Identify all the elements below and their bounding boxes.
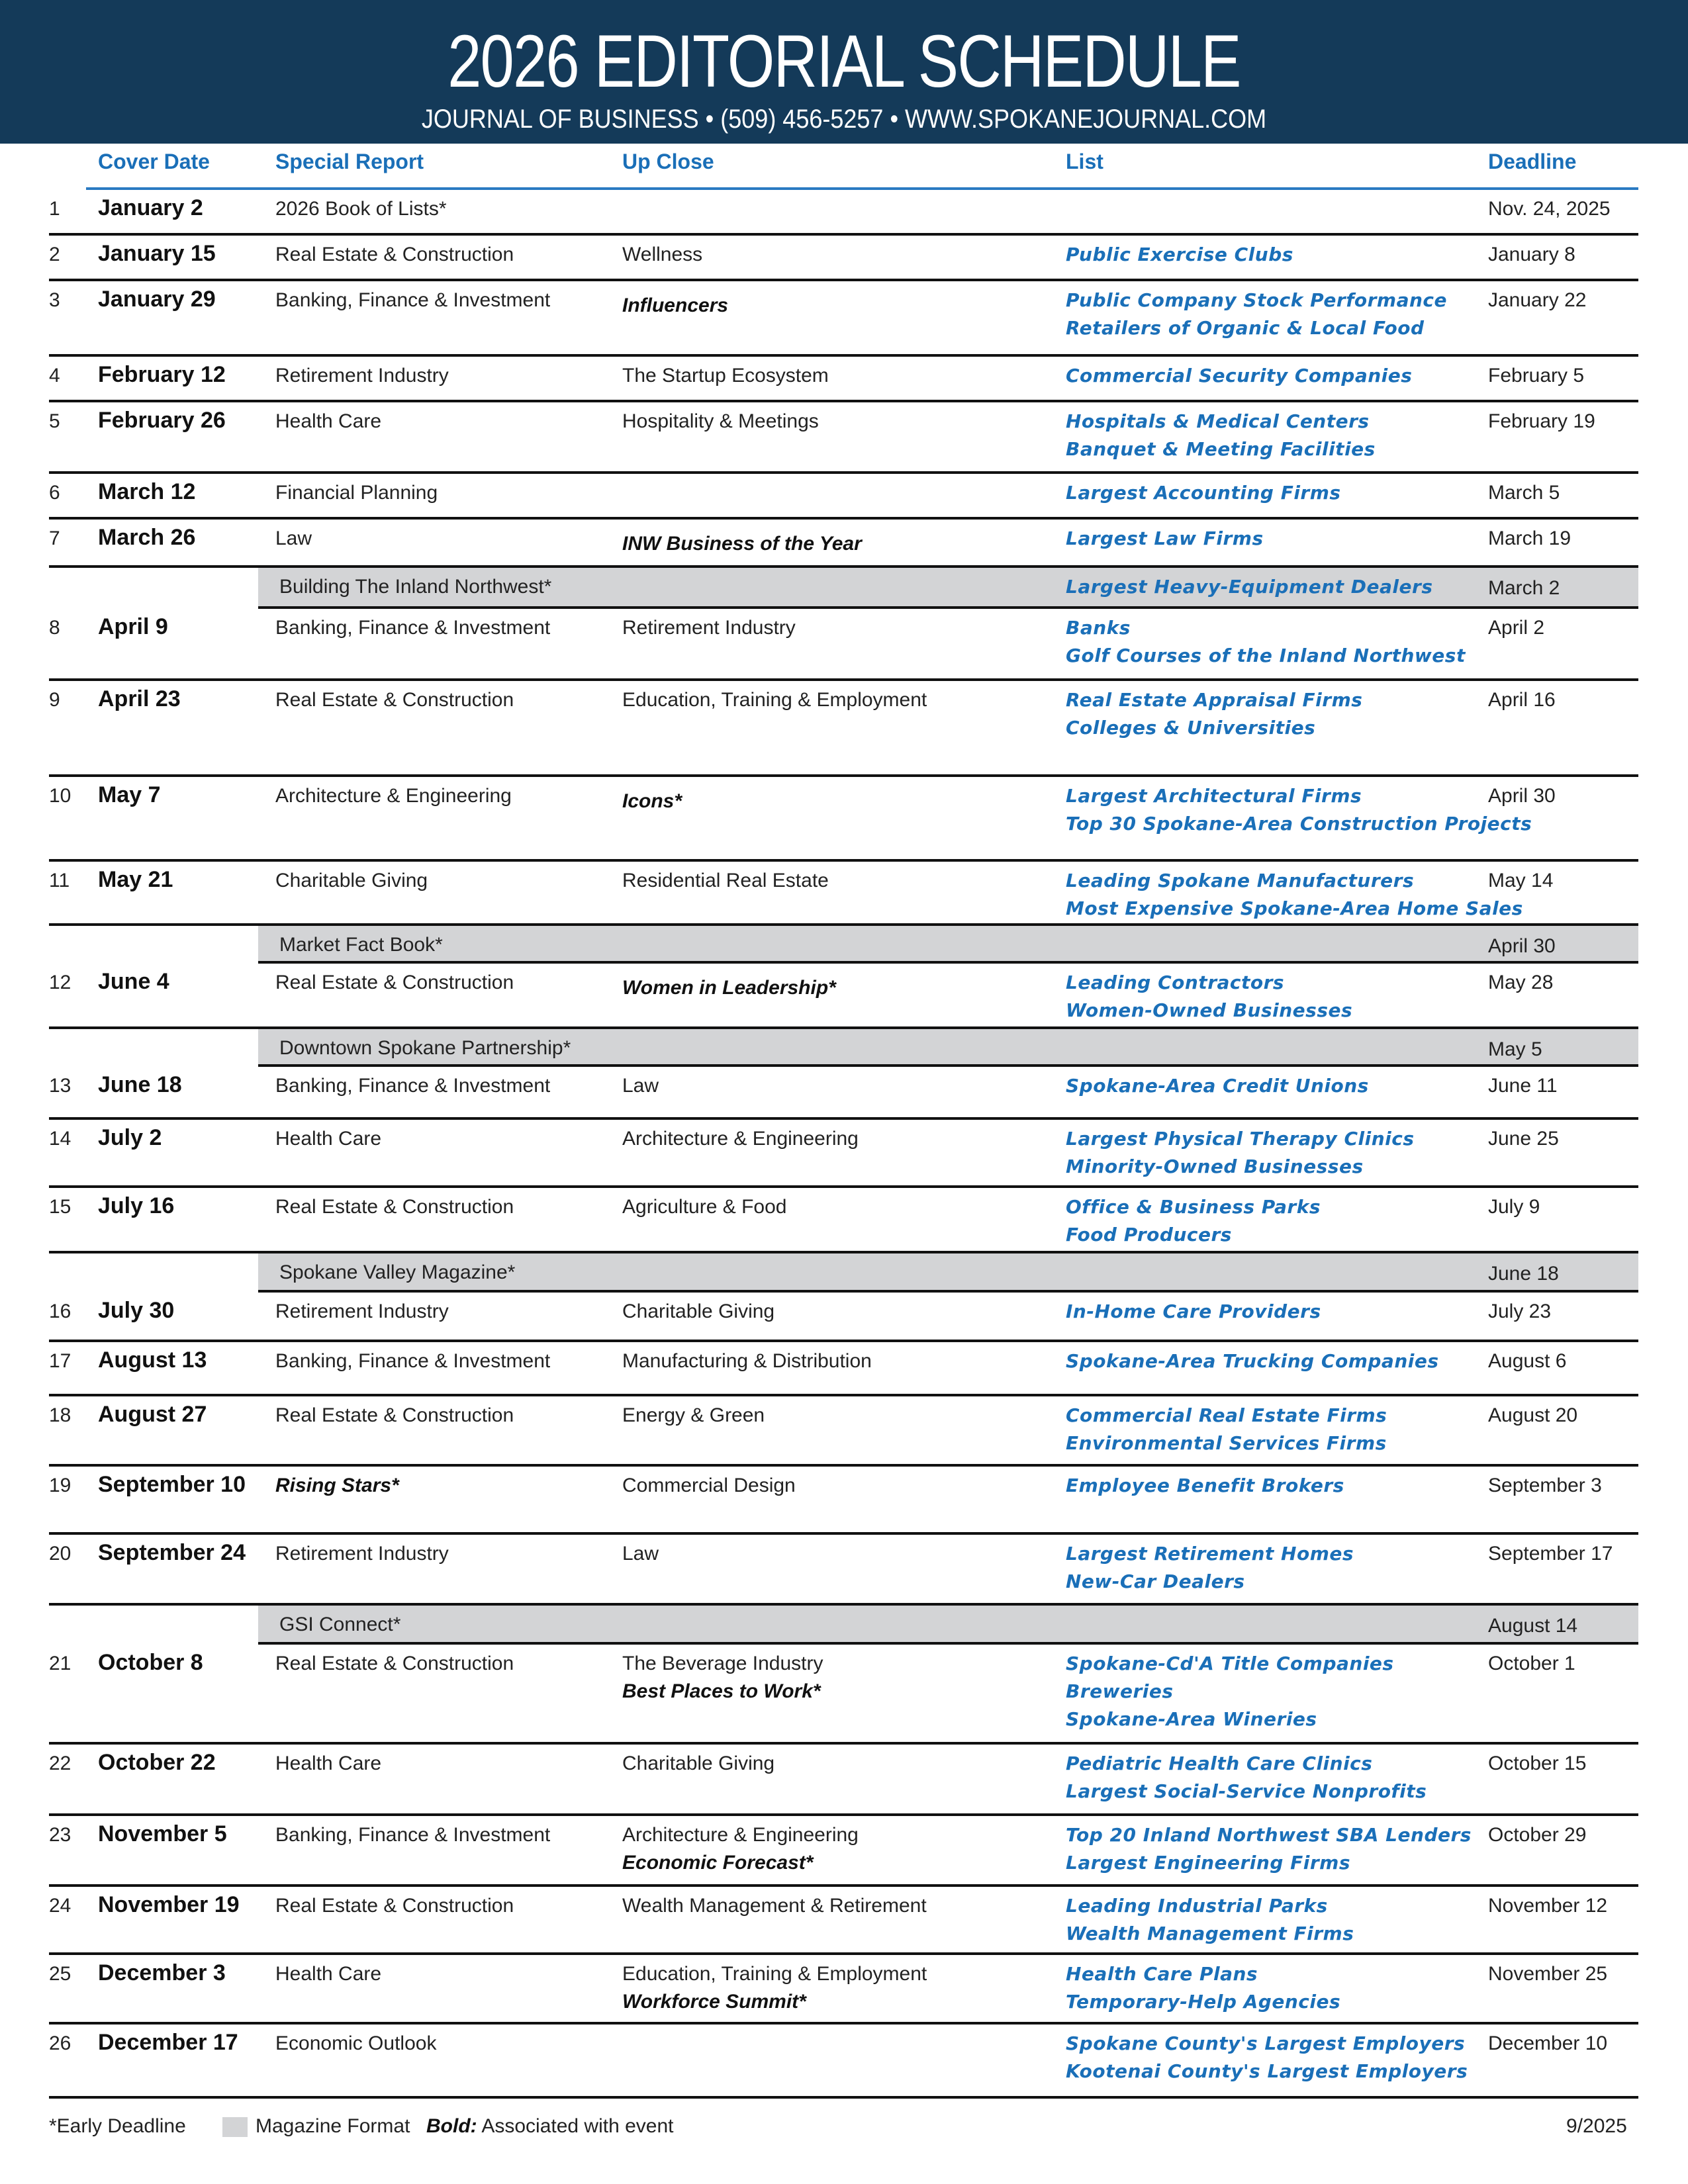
list-item: Leading Contractors: [1066, 972, 1285, 993]
list-item: Spokane-Area Wineries: [1066, 1708, 1317, 1730]
magazine-deadline: March 2: [1488, 577, 1560, 599]
column-header-list: List: [1066, 150, 1103, 173]
table-row: [49, 190, 1638, 236]
special-report: Real Estate & Construction: [275, 244, 514, 265]
table-row: [49, 862, 1638, 926]
up-close: [622, 1540, 659, 1568]
cover-date: February 12: [98, 362, 226, 387]
magazine-title: Market Fact Book*: [279, 934, 443, 956]
table-row: [49, 777, 1638, 862]
row-number: 7: [49, 527, 60, 549]
special-report: Real Estate & Construction: [275, 972, 514, 993]
deadline: July 9: [1488, 1196, 1540, 1218]
row-number: 12: [49, 972, 71, 993]
up-close-item: Charitable Giving: [622, 1300, 775, 1322]
list-column: [1066, 525, 1264, 553]
cover-date: January 15: [98, 241, 216, 266]
list-item: Largest Heavy-Equipment Dealers: [1066, 576, 1433, 598]
special-report: Real Estate & Construction: [275, 1196, 514, 1218]
table-row: [49, 281, 1638, 357]
deadline: September 17: [1488, 1543, 1613, 1565]
list-item: Colleges & Universities: [1066, 717, 1316, 739]
deadline: April 2: [1488, 617, 1545, 639]
cover-date: July 2: [98, 1125, 162, 1150]
up-close-item: Wealth Management & Retirement: [622, 1895, 927, 1917]
table-row: [49, 964, 1638, 1029]
magazine-row: [258, 568, 1638, 609]
list-item: Banks: [1066, 617, 1131, 639]
table-row: [49, 1887, 1638, 1955]
special-report: Economic Outlook: [275, 2032, 437, 2054]
deadline: May 28: [1488, 972, 1554, 993]
up-close: [622, 1821, 859, 1877]
deadline: Nov. 24, 2025: [1488, 198, 1611, 220]
cover-date: September 24: [98, 1540, 246, 1565]
header-banner: [0, 0, 1688, 144]
list-column: [1066, 1540, 1354, 1596]
deadline: September 3: [1488, 1475, 1602, 1496]
row-number: 5: [49, 410, 60, 432]
up-close: [622, 614, 796, 642]
up-close-item: Best Places to Work*: [622, 1680, 821, 1702]
deadline: April 16: [1488, 689, 1556, 711]
up-close-item: Education, Training & Employment: [622, 1963, 927, 1985]
list-item: Largest Accounting Firms: [1066, 482, 1341, 504]
deadline: August 20: [1488, 1404, 1578, 1426]
cover-date: July 30: [98, 1298, 175, 1323]
legend-bold-label: Bold:: [426, 2115, 477, 2137]
row-number: 22: [49, 1752, 71, 1774]
list-item: Real Estate Appraisal Firms: [1066, 689, 1363, 711]
special-report: Retirement Industry: [275, 1300, 449, 1322]
row-number: 21: [49, 1653, 71, 1674]
special-report: Retirement Industry: [275, 365, 449, 387]
magazine-title: Building The Inland Northwest*: [279, 576, 552, 598]
table-row: [49, 2025, 1638, 2099]
row-number: 20: [49, 1543, 71, 1565]
special-report: Real Estate & Construction: [275, 1895, 514, 1917]
cover-date: August 27: [98, 1402, 207, 1427]
cover-date: December 17: [98, 2030, 238, 2055]
special-report: Real Estate & Construction: [275, 1653, 514, 1674]
up-close: [622, 1650, 823, 1706]
column-header-cover-date: Cover Date: [98, 150, 210, 173]
row-number: 25: [49, 1963, 71, 1985]
list-item: Top 30 Spokane-Area Construction Projects: [1066, 813, 1532, 835]
cover-date: November 19: [98, 1892, 240, 1917]
list-item: Office & Business Parks: [1066, 1196, 1321, 1218]
magazine-deadline: April 30: [1488, 935, 1556, 957]
deadline: February 5: [1488, 365, 1585, 387]
deadline: December 10: [1488, 2032, 1608, 2054]
deadline: June 25: [1488, 1128, 1559, 1150]
up-close-item: Residential Real Estate: [622, 870, 829, 891]
up-close: [622, 1125, 859, 1153]
table-row: [49, 1745, 1638, 1816]
up-close: [622, 867, 829, 895]
row-number: 6: [49, 482, 60, 504]
up-close: [622, 1402, 765, 1430]
list-item: Minority-Owned Businesses: [1066, 1156, 1364, 1177]
deadline: October 1: [1488, 1653, 1575, 1674]
list-item: New-Car Dealers: [1066, 1570, 1245, 1592]
special-report: Health Care: [275, 410, 382, 432]
list-column: [1066, 867, 1523, 923]
legend-bold: [426, 2115, 673, 2138]
up-close-item: Agriculture & Food: [622, 1196, 787, 1218]
special-report: Retirement Industry: [275, 1543, 449, 1565]
cover-date: April 9: [98, 614, 168, 639]
list-column: [1066, 969, 1352, 1024]
cover-date: August 13: [98, 1347, 207, 1373]
deadline: February 19: [1488, 410, 1595, 432]
up-close-item: Law: [622, 1543, 659, 1565]
deadline: March 19: [1488, 527, 1571, 549]
list-column: [1066, 1960, 1340, 2016]
up-close: [622, 1750, 774, 1778]
table-row: [49, 681, 1638, 777]
cover-date: November 5: [98, 1821, 227, 1846]
cover-date: April 23: [98, 686, 181, 711]
up-close-item: Icons*: [622, 790, 682, 812]
row-number: 8: [49, 617, 60, 639]
table-row: [49, 1535, 1638, 1606]
deadline: November 12: [1488, 1895, 1608, 1917]
list-item: Public Exercise Clubs: [1066, 244, 1293, 265]
row-number: 24: [49, 1895, 71, 1917]
table-row: [49, 609, 1638, 681]
list-item: Top 20 Inland Northwest SBA Lenders: [1066, 1824, 1472, 1846]
table-row: [49, 1188, 1638, 1253]
up-close-item: Architecture & Engineering: [622, 1824, 859, 1846]
magazine-title: Downtown Spokane Partnership*: [279, 1037, 571, 1059]
cover-date: September 10: [98, 1472, 246, 1497]
table-row: [49, 474, 1638, 520]
cover-date: October 8: [98, 1650, 203, 1675]
special-report: Banking, Finance & Investment: [275, 1075, 551, 1097]
up-close: [622, 1960, 927, 2016]
list-column: [1066, 1472, 1344, 1500]
special-report: Banking, Finance & Investment: [275, 617, 551, 639]
cover-date: October 22: [98, 1750, 216, 1775]
list-item: Kootenai County's Largest Employers: [1066, 2060, 1468, 2082]
row-number: 13: [49, 1075, 71, 1097]
list-column: [1066, 1298, 1321, 1326]
cover-date: June 18: [98, 1072, 182, 1097]
up-close-item: Women in Leadership*: [622, 977, 836, 999]
up-close: [622, 686, 927, 714]
page-subtitle: JOURNAL OF BUSINESS • (509) 456-5257 • WWW.SPOKANEJOURNAL.COM: [421, 105, 1267, 134]
list-item: Women-Owned Businesses: [1066, 999, 1353, 1021]
up-close: [622, 287, 728, 320]
page-title: 2026 EDITORIAL SCHEDULE: [447, 20, 1241, 103]
list-item: Banquet & Meeting Facilities: [1066, 438, 1376, 460]
row-number: 10: [49, 785, 71, 807]
magazine-row: [258, 1253, 1638, 1293]
list-column: [1066, 1193, 1321, 1249]
up-close: [622, 1193, 786, 1221]
magazine-deadline: August 14: [1488, 1615, 1578, 1637]
up-close: [622, 241, 702, 269]
up-close: [622, 1472, 796, 1500]
list-column: [1066, 362, 1412, 390]
up-close-item: Influencers: [622, 295, 729, 316]
list-item: Spokane-Area Credit Unions: [1066, 1075, 1369, 1097]
deadline: January 22: [1488, 289, 1587, 311]
special-report: Banking, Finance & Investment: [275, 1350, 551, 1372]
special-report: Real Estate & Construction: [275, 689, 514, 711]
deadline: July 23: [1488, 1300, 1552, 1322]
list-column: [1066, 1892, 1354, 1948]
list-item: Leading Spokane Manufacturers: [1066, 870, 1415, 891]
deadline: March 5: [1488, 482, 1560, 504]
cover-date: January 2: [98, 195, 203, 220]
list-item: Commercial Security Companies: [1066, 365, 1413, 387]
row-number: 11: [49, 870, 70, 891]
cover-date: June 4: [98, 969, 169, 994]
cover-date: December 3: [98, 1960, 226, 1985]
list-item: Environmental Services Firms: [1066, 1432, 1387, 1454]
list-column: [1066, 479, 1341, 507]
special-report: Charitable Giving: [275, 870, 428, 891]
list-column: [1066, 1072, 1369, 1100]
special-report: Health Care: [275, 1752, 382, 1774]
list-item: Hospitals & Medical Centers: [1066, 410, 1370, 432]
row-number: 19: [49, 1475, 71, 1496]
row-number: 17: [49, 1350, 71, 1372]
special-report: Health Care: [275, 1128, 382, 1150]
up-close-item: Commercial Design: [622, 1475, 796, 1496]
up-close-item: Hospitality & Meetings: [622, 410, 819, 432]
table-row: [49, 1955, 1638, 2025]
up-close: [622, 782, 682, 815]
up-close-item: INW Business of the Year: [622, 533, 862, 555]
list-item: Spokane County's Largest Employers: [1066, 2032, 1466, 2054]
version-date: 9/2025: [1566, 2115, 1627, 2137]
up-close: [622, 408, 819, 435]
table-row: [49, 1293, 1638, 1342]
list-column: [1066, 2030, 1468, 2085]
list-column: [1066, 1821, 1472, 1877]
special-report: Banking, Finance & Investment: [275, 1824, 551, 1846]
magazine-title: GSI Connect*: [279, 1614, 401, 1635]
column-header-deadline: Deadline: [1488, 150, 1577, 173]
list-item: Retailers of Organic & Local Food: [1066, 317, 1425, 339]
table-row: [49, 402, 1638, 474]
magazine-row: [258, 1029, 1638, 1067]
list-column: [1066, 1650, 1394, 1733]
row-number: 9: [49, 689, 60, 711]
cover-date: May 7: [98, 782, 161, 807]
list-item: Golf Courses of the Inland Northwest: [1066, 645, 1466, 666]
up-close-item: Education, Training & Employment: [622, 689, 927, 711]
up-close-item: Energy & Green: [622, 1404, 765, 1426]
deadline: October 29: [1488, 1824, 1587, 1846]
list-item: Temporary-Help Agencies: [1066, 1991, 1341, 2013]
list-item: Breweries: [1066, 1680, 1174, 1702]
special-report: Architecture & Engineering: [275, 785, 512, 807]
list-item: Largest Social-Service Nonprofits: [1066, 1780, 1427, 1802]
list-column: [1066, 1750, 1427, 1805]
list-item: Commercial Real Estate Firms: [1066, 1404, 1387, 1426]
list-item: Health Care Plans: [1066, 1963, 1258, 1985]
up-close-item: Wellness: [622, 244, 703, 265]
special-report: Financial Planning: [275, 482, 438, 504]
list-column: [1066, 686, 1362, 742]
up-close-item: Economic Forecast*: [622, 1852, 814, 1874]
column-header-up-close: Up Close: [622, 150, 714, 173]
table-row: [49, 1067, 1638, 1120]
list-item: Largest Engineering Firms: [1066, 1852, 1350, 1874]
up-close: [622, 525, 862, 558]
cover-date: July 16: [98, 1193, 175, 1218]
special-report: 2026 Book of Lists*: [275, 198, 447, 220]
list-item: Largest Architectural Firms: [1066, 785, 1362, 807]
deadline: November 25: [1488, 1963, 1608, 1985]
row-number: 16: [49, 1300, 71, 1322]
list-item: Largest Retirement Homes: [1066, 1543, 1354, 1565]
up-close-item: Manufacturing & Distribution: [622, 1350, 872, 1372]
list-column: [1066, 1125, 1415, 1181]
cover-date: May 21: [98, 867, 173, 892]
legend-bold-desc: Associated with event: [481, 2115, 674, 2137]
up-close-item: Workforce Summit*: [622, 1991, 806, 2013]
legend-magazine-label: Magazine Format: [256, 2115, 410, 2137]
row-number: 14: [49, 1128, 71, 1150]
list-item: Pediatric Health Care Clinics: [1066, 1752, 1373, 1774]
list-item: In-Home Care Providers: [1066, 1300, 1321, 1322]
list-column: [1066, 1402, 1387, 1457]
row-number: 18: [49, 1404, 71, 1426]
column-header-special-report: Special Report: [275, 150, 424, 173]
table-row: [49, 1645, 1638, 1745]
list-item: Employee Benefit Brokers: [1066, 1475, 1344, 1496]
row-number: 1: [49, 198, 60, 220]
cover-date: March 26: [98, 525, 196, 550]
cover-date: March 12: [98, 479, 196, 504]
special-report: Banking, Finance & Investment: [275, 289, 551, 311]
legend-magazine-format: [222, 2115, 410, 2138]
list-item: Largest Physical Therapy Clinics: [1066, 1128, 1415, 1150]
magazine-title: Spokane Valley Magazine*: [279, 1261, 516, 1283]
list-column: [1066, 573, 1433, 601]
list-item: Largest Law Firms: [1066, 527, 1264, 549]
list-column: [1066, 614, 1466, 670]
special-report: Law: [275, 527, 312, 549]
special-report: Real Estate & Construction: [275, 1404, 514, 1426]
row-number: 2: [49, 244, 60, 265]
up-close: [622, 1892, 927, 1920]
table-row: [49, 1467, 1638, 1535]
list-column: [1066, 408, 1376, 463]
magazine-row: [258, 1606, 1638, 1645]
table-row: [49, 1120, 1638, 1188]
up-close: [622, 1347, 872, 1375]
table-row: [49, 236, 1638, 281]
list-item: Public Company Stock Performance: [1066, 289, 1448, 311]
cover-date: January 29: [98, 287, 216, 312]
deadline: June 11: [1488, 1075, 1558, 1097]
list-column: [1066, 782, 1532, 838]
special-report: Health Care: [275, 1963, 382, 1985]
deadline: October 15: [1488, 1752, 1587, 1774]
deadline: May 14: [1488, 870, 1554, 891]
list-column: [1066, 287, 1447, 342]
table-row: [49, 1396, 1638, 1467]
list-item: Food Producers: [1066, 1224, 1232, 1246]
table-row: [49, 357, 1638, 402]
list-column: [1066, 241, 1293, 269]
up-close-item: Retirement Industry: [622, 617, 796, 639]
up-close-item: Architecture & Engineering: [622, 1128, 859, 1150]
magazine-swatch: [222, 2117, 248, 2137]
magazine-deadline: May 5: [1488, 1038, 1542, 1060]
list-item: Wealth Management Firms: [1066, 1923, 1354, 1944]
table-row: [49, 1342, 1638, 1396]
row-number: 15: [49, 1196, 71, 1218]
up-close: [622, 969, 836, 1002]
list-item: Spokane-Area Trucking Companies: [1066, 1350, 1439, 1372]
up-close: [622, 362, 829, 390]
deadline: January 8: [1488, 244, 1575, 265]
up-close-item: Law: [622, 1075, 659, 1097]
list-item: Leading Industrial Parks: [1066, 1895, 1328, 1917]
cover-date: February 26: [98, 408, 226, 433]
row-number: 26: [49, 2032, 71, 2054]
up-close: [622, 1298, 774, 1326]
special-report: Rising Stars*: [275, 1475, 399, 1496]
row-number: 3: [49, 289, 60, 311]
list-column: [1066, 1347, 1439, 1375]
magazine-row: [258, 926, 1638, 964]
up-close: [622, 1072, 659, 1100]
deadline: August 6: [1488, 1350, 1567, 1372]
table-row: [49, 520, 1638, 568]
table-row: [49, 1816, 1638, 1887]
list-item: Spokane-Cd'A Title Companies: [1066, 1653, 1394, 1674]
up-close-item: The Beverage Industry: [622, 1653, 823, 1674]
up-close-item: The Startup Ecosystem: [622, 365, 829, 387]
row-number: 4: [49, 365, 60, 387]
legend-early-deadline: *Early Deadline: [49, 2115, 186, 2137]
deadline: April 30: [1488, 785, 1556, 807]
up-close-item: Charitable Giving: [622, 1752, 775, 1774]
magazine-deadline: June 18: [1488, 1263, 1559, 1285]
row-number: 23: [49, 1824, 71, 1846]
list-item: Most Expensive Spokane-Area Home Sales: [1066, 897, 1523, 919]
